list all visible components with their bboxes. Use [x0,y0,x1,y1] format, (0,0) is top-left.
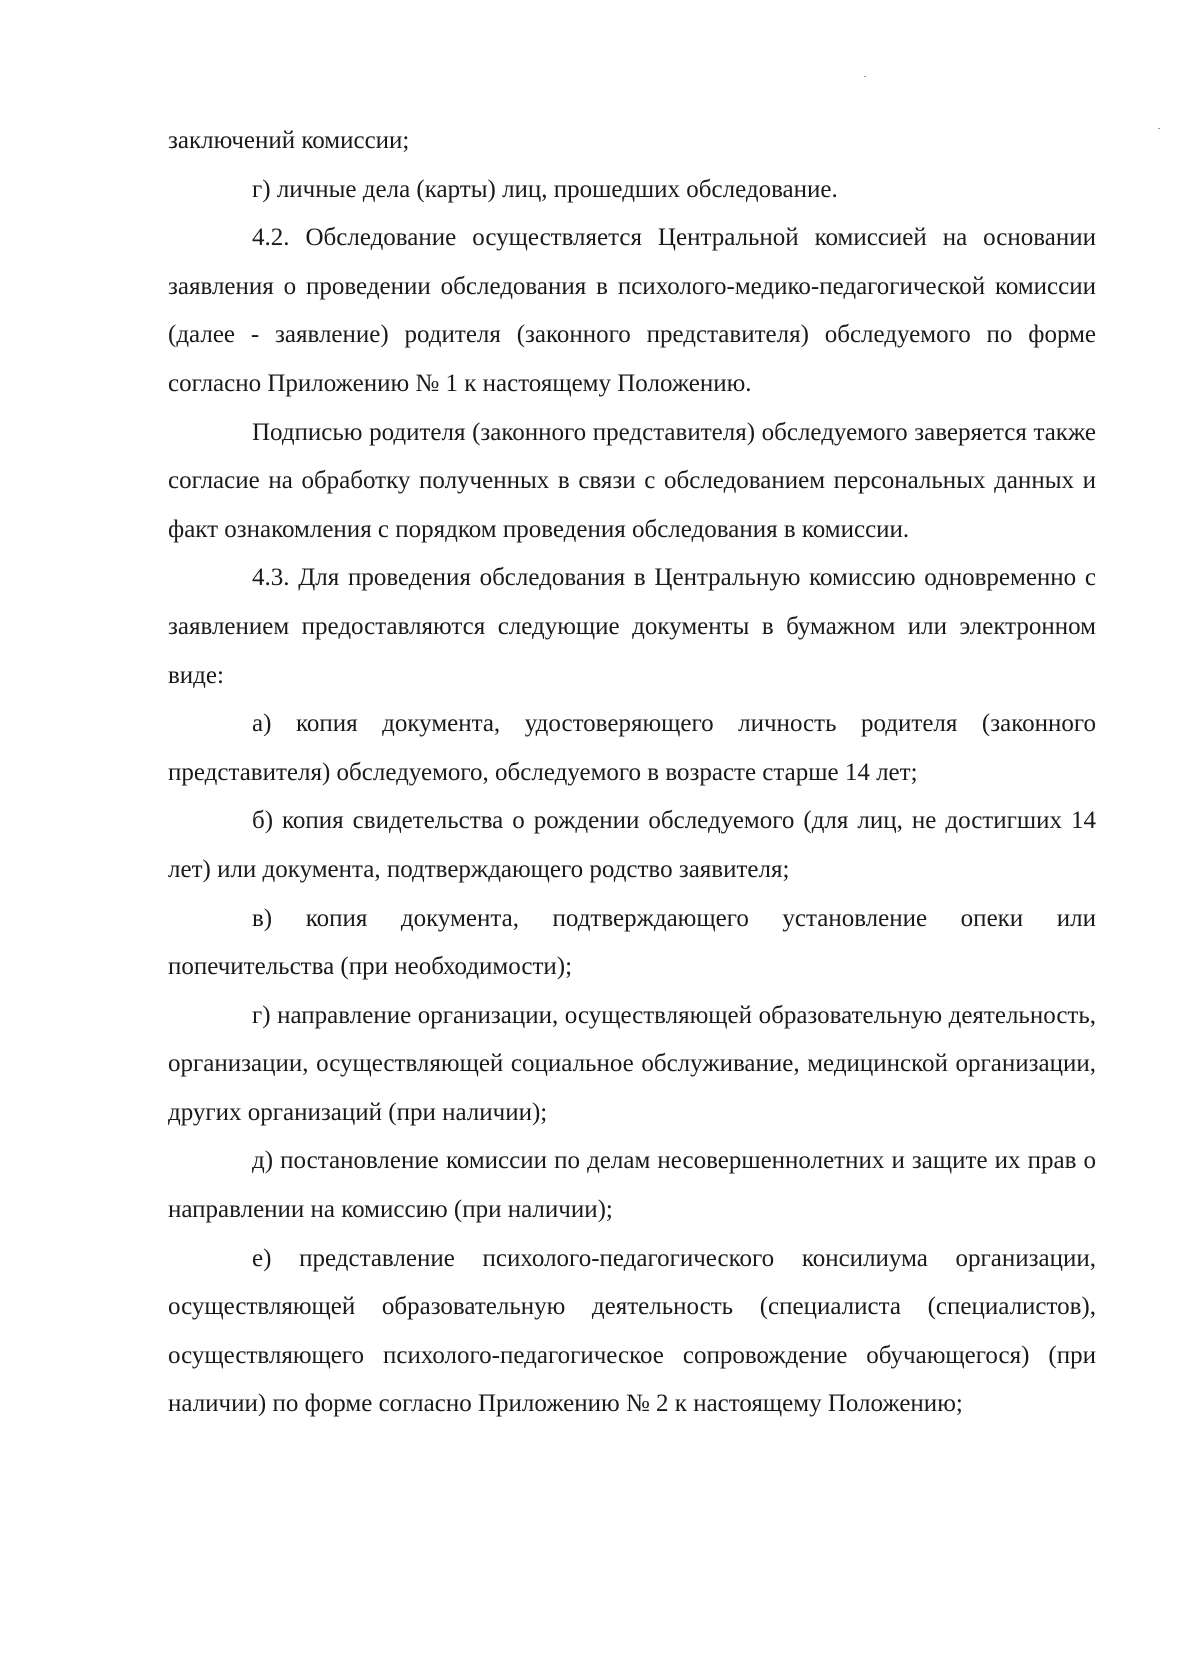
scan-speck [864,76,866,77]
list-item-b: б) копия свидетельства о рождении обследуемого (для лиц, не достигших 14 лет) или документа, подтверждающего родство заявителя; [168,807,1096,883]
list-item-d: д) постановление комиссии по делам несовершеннолетних и защите их прав о направлении на комиссию (при наличии); [168,1147,1096,1224]
scan-speck [1158,128,1160,129]
clause-4-3: 4.3. Для проведения обследования в Центральную комиссию одновременно с заявлением предоставляются следующие документы в бумажном или электронном виде: [168,564,1096,689]
list-item-e: е) представление психолого-педагогического консилиума организации, осуществляющей образовательную деятельность (специалиста (специалистов), осуществляющего психолого-педагогическое сопровождение обучающегося) (при наличии) по форме согласно Приложению № 2 к настоящему Положению; [168,1244,1096,1418]
paragraph-continuation: заключений комиссии; [168,127,410,154]
paragraph-signature-consent: Подписью родителя (законного представителя) обследуемого заверяется также согласие на обработку полученных в связи с обследованием персональных данных и факт ознакомления с порядком проведения обследования в комиссии. [168,418,1096,543]
document-body [168,117,1096,1429]
list-item-v: в) копия документа, подтверждающего установление опеки или попечительства (при необходимости); [168,904,1096,981]
clause-4-2: 4.2. Обследование осуществляется Центральной комиссией на основании заявления о проведении обследования в психолого-медико-педагогической комиссии (далее - заявление) родителя (законного представителя) обследуемого по форме согласно Приложению № 1 к настоящему Положению. [168,224,1096,397]
list-item-a: а) копия документа, удостоверяющего личность родителя (законного представителя) обследуемого, обследуемого в возрасте старше 14 лет; [168,710,1096,786]
list-item-g-personal-files: г) личные дела (карты) лиц, прошедших обследование. [252,175,838,203]
list-item-g: г) направление организации, осуществляющей образовательную деятельность, организации, осуществляющей социальное обслуживание, медицинской организации, других организаций (при наличии); [168,1001,1096,1126]
